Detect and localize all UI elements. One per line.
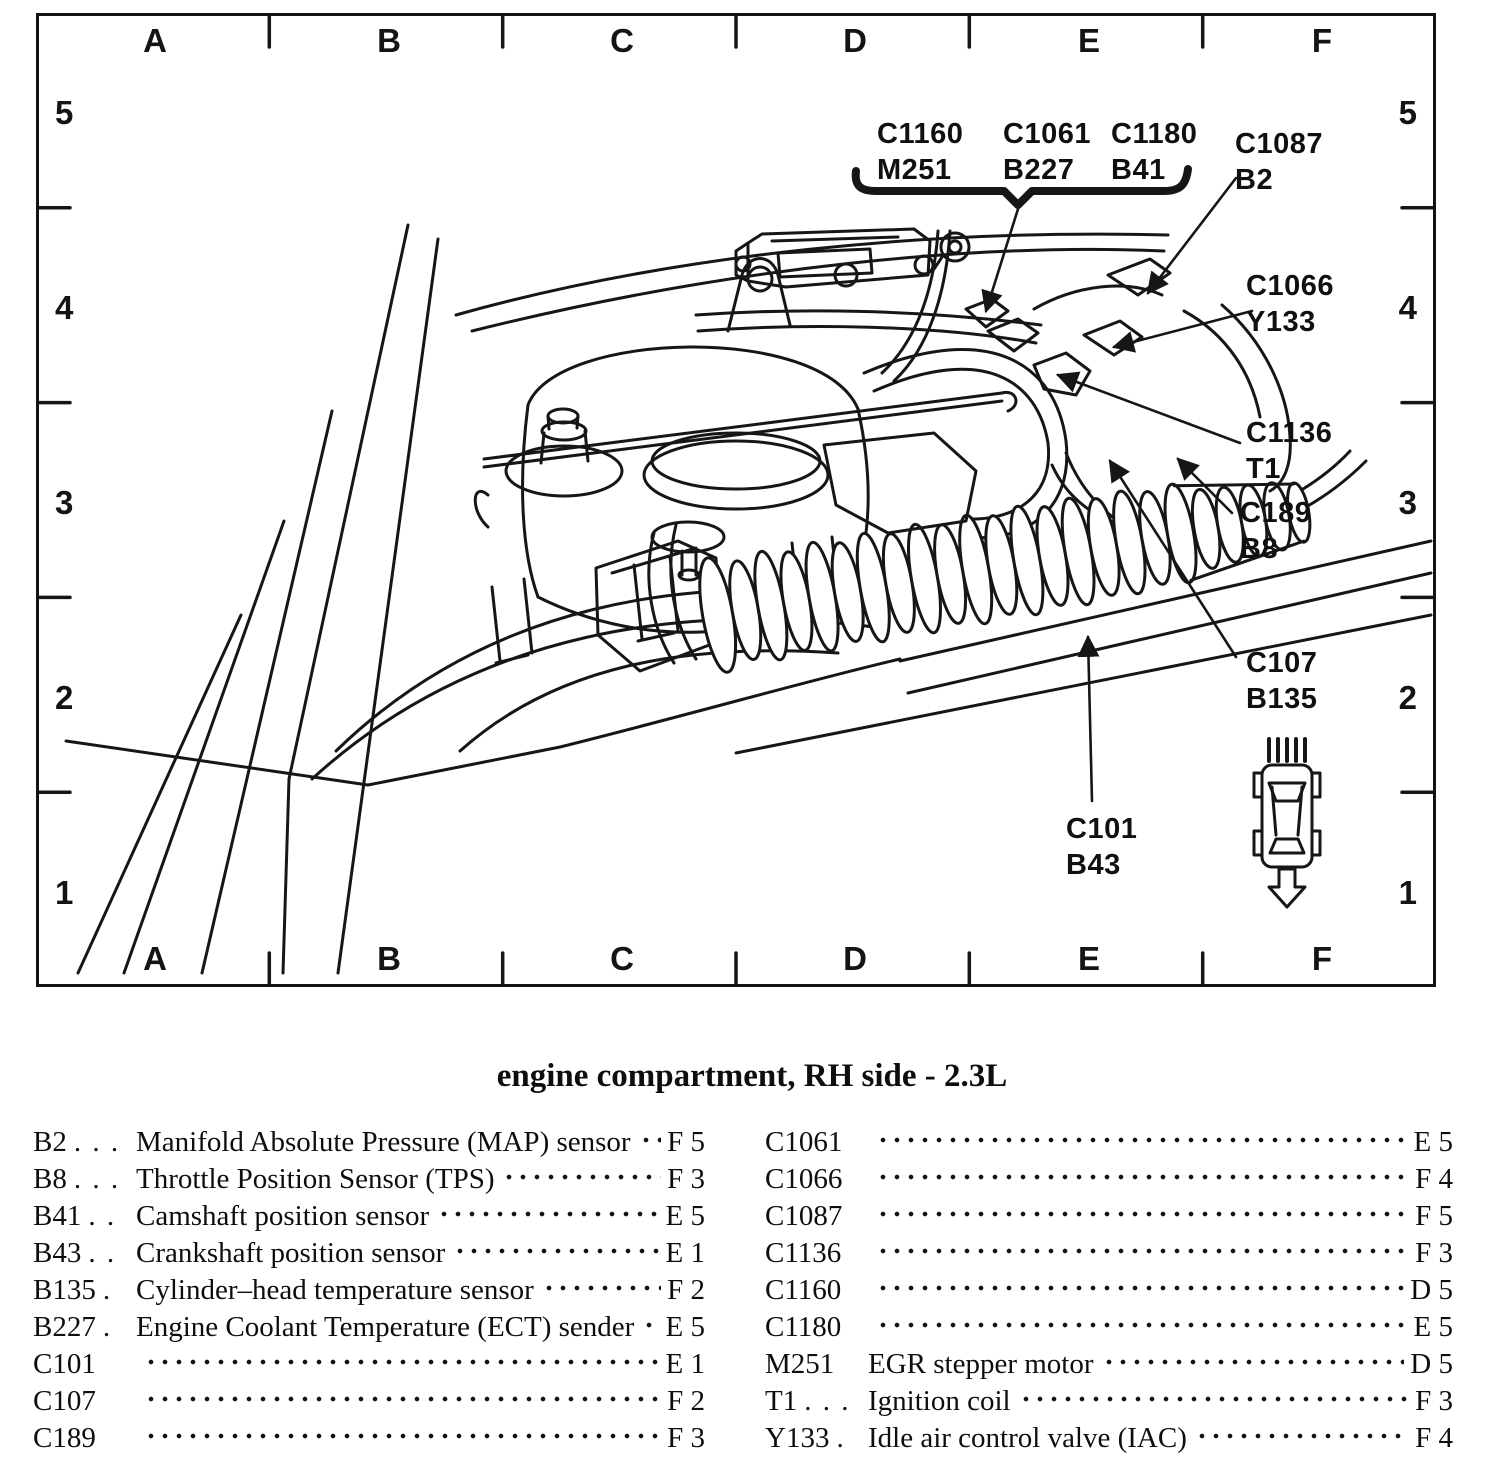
component-code: B227 (1003, 154, 1075, 186)
callout-c1136-t1 (1246, 415, 1332, 487)
grid-col-label: D (843, 940, 867, 977)
grid-col-label: A (143, 940, 167, 977)
legend-desc: Manifold Absolute Pressure (MAP) sensor (136, 1126, 631, 1158)
legend-code: B8 . . . (33, 1163, 121, 1195)
legend-code: B41 . . (33, 1200, 117, 1232)
grid-row-label: 2 (1398, 679, 1417, 716)
dot-leader (142, 1381, 661, 1410)
dot-leader (540, 1270, 661, 1299)
connector-code: C1061 (1003, 118, 1091, 150)
dot-leader (874, 1196, 1409, 1225)
legend-gridref: F 3 (667, 1163, 705, 1195)
legend-row (33, 1196, 705, 1233)
grid-col-label: D (843, 22, 867, 59)
legend-desc: Engine Coolant Temperature (ECT) sender (136, 1311, 635, 1343)
grid-row-label: 3 (55, 484, 74, 521)
dot-leader (1100, 1344, 1405, 1373)
legend-row (33, 1418, 705, 1455)
grid-col-label: E (1077, 22, 1101, 59)
figure-caption: engine compartment, RH side - 2.3L (496, 1058, 1008, 1094)
component-code: B8 (1240, 533, 1279, 565)
legend-gridref: F 3 (1415, 1385, 1453, 1417)
legend-row (33, 1122, 705, 1159)
component-code: T1 (1246, 453, 1281, 485)
legend-gridref: E 5 (1413, 1126, 1453, 1158)
legend-gridref: F 4 (1415, 1163, 1453, 1195)
grid-col-label: F (1311, 940, 1333, 977)
connector-code: C1087 (1235, 128, 1323, 160)
legend-code: M251 (765, 1348, 835, 1380)
component-code: M251 (877, 154, 952, 186)
legend-row (33, 1344, 705, 1381)
legend-gridref: E 5 (1413, 1311, 1453, 1343)
grid-col-label: C (610, 22, 634, 59)
legend-right-column (765, 1122, 1453, 1455)
legend-row (33, 1270, 705, 1307)
callout-c189-b8 (1240, 495, 1311, 567)
grid-row-label: 4 (55, 289, 74, 326)
dot-leader (435, 1196, 659, 1225)
legend-code: C101 (33, 1348, 96, 1380)
callout-c1180-b41 (1111, 116, 1197, 188)
legend-gridref: D 5 (1410, 1274, 1453, 1306)
grid-row-label: 5 (55, 94, 74, 131)
legend-row (765, 1196, 1453, 1233)
connector-code: C1066 (1246, 270, 1334, 302)
dot-leader (640, 1307, 659, 1336)
engine-line-art (39, 16, 1433, 984)
callout-c1160-m251 (877, 116, 963, 188)
legend-gridref: E 1 (665, 1348, 705, 1380)
legend-code: C1066 (765, 1163, 843, 1195)
legend-left-column (33, 1122, 705, 1455)
legend-gridref: F 5 (667, 1126, 705, 1158)
legend-gridref: D 5 (1410, 1348, 1453, 1380)
component-code: B2 (1235, 164, 1274, 196)
dot-leader (142, 1418, 661, 1447)
legend-row (765, 1122, 1453, 1159)
grid-col-label: C (610, 940, 634, 977)
grid-col-label: E (1077, 940, 1101, 977)
legend-desc: Crankshaft position sensor (136, 1237, 446, 1269)
dot-leader (1193, 1418, 1409, 1447)
legend-desc: Throttle Position Sensor (TPS) (136, 1163, 495, 1195)
legend-row (33, 1233, 705, 1270)
legend-gridref: E 1 (665, 1237, 705, 1269)
legend-gridref: E 5 (665, 1311, 705, 1343)
car-orientation-icon (1254, 739, 1320, 907)
dot-leader (142, 1344, 660, 1373)
legend-row (765, 1270, 1453, 1307)
legend-desc: Camshaft position sensor (136, 1200, 430, 1232)
grid-row-label: 2 (55, 679, 74, 716)
legend-row (765, 1418, 1453, 1455)
callout-c101-b43 (1066, 811, 1137, 883)
dot-leader (874, 1307, 1408, 1336)
legend-row (765, 1381, 1453, 1418)
connector-code: C1180 (1111, 118, 1198, 150)
grid-row-label: 4 (1398, 289, 1417, 326)
connector-code: C189 (1240, 497, 1312, 529)
callout-c1066-y133 (1246, 268, 1334, 340)
grid-col-label: F (1311, 22, 1333, 59)
legend-desc: Idle air control valve (IAC) (868, 1422, 1187, 1454)
legend-code: C1136 (765, 1237, 842, 1269)
callout-c1087-b2 (1235, 126, 1323, 198)
legend-code: C1061 (765, 1126, 843, 1158)
component-code: B43 (1066, 849, 1121, 881)
legend-row (33, 1159, 705, 1196)
legend-code: Y133 . (765, 1422, 846, 1454)
legend-code: B2 . . . (33, 1126, 121, 1158)
legend-gridref: F 3 (667, 1422, 705, 1454)
grid-row-label: 1 (55, 874, 74, 911)
component-code: B135 (1246, 683, 1318, 715)
legend-gridref: F 3 (1415, 1237, 1453, 1269)
grid-col-label: B (377, 22, 401, 59)
component-code: B41 (1111, 154, 1166, 186)
legend-desc: Cylinder–head temperature sensor (136, 1274, 534, 1306)
dot-leader (874, 1233, 1409, 1262)
grid-row-label: 3 (1398, 484, 1417, 521)
connector-code: C1136 (1246, 417, 1333, 449)
grid-col-label: A (143, 22, 167, 59)
callout-c1061-b227 (1003, 116, 1091, 188)
legend-gridref: F 4 (1415, 1422, 1453, 1454)
legend-row (33, 1307, 705, 1344)
dot-leader (874, 1270, 1404, 1299)
component-code: Y133 (1246, 306, 1316, 338)
legend-desc: Ignition coil (868, 1385, 1011, 1417)
legend-code: B43 . . (33, 1237, 117, 1269)
legend-row (33, 1381, 705, 1418)
legend-code: B135 . (33, 1274, 113, 1306)
dot-leader (874, 1159, 1409, 1188)
legend-gridref: F 5 (1415, 1200, 1453, 1232)
connector-code: C1160 (877, 118, 964, 150)
legend-row (765, 1233, 1453, 1270)
fender-lines (78, 225, 438, 973)
legend-code: T1 . . . (765, 1385, 851, 1417)
diagram-frame (36, 13, 1436, 987)
dot-leader (1017, 1381, 1410, 1410)
legend-gridref: E 5 (665, 1200, 705, 1232)
callout-c107-b135 (1246, 645, 1317, 717)
legend-row (765, 1344, 1453, 1381)
dot-leader (637, 1122, 662, 1151)
legend-code: B227 . (33, 1311, 113, 1343)
connector-code: C107 (1246, 647, 1318, 679)
legend-code: C1087 (765, 1200, 843, 1232)
legend-code: C189 (33, 1422, 96, 1454)
dot-leader (500, 1159, 661, 1188)
legend-row (765, 1159, 1453, 1196)
legend-desc: EGR stepper motor (868, 1348, 1094, 1380)
grid-col-label: B (377, 940, 401, 977)
legend-code: C1180 (765, 1311, 842, 1343)
legend-gridref: F 2 (667, 1385, 705, 1417)
legend-code: C107 (33, 1385, 96, 1417)
legend-gridref: F 2 (667, 1274, 705, 1306)
legend-code: C1160 (765, 1274, 842, 1306)
dot-leader (451, 1233, 659, 1262)
grid-row-label: 5 (1398, 94, 1417, 131)
legend-row (765, 1307, 1453, 1344)
connector-code: C101 (1066, 813, 1138, 845)
dot-leader (874, 1122, 1408, 1151)
grid-row-label: 1 (1398, 874, 1417, 911)
